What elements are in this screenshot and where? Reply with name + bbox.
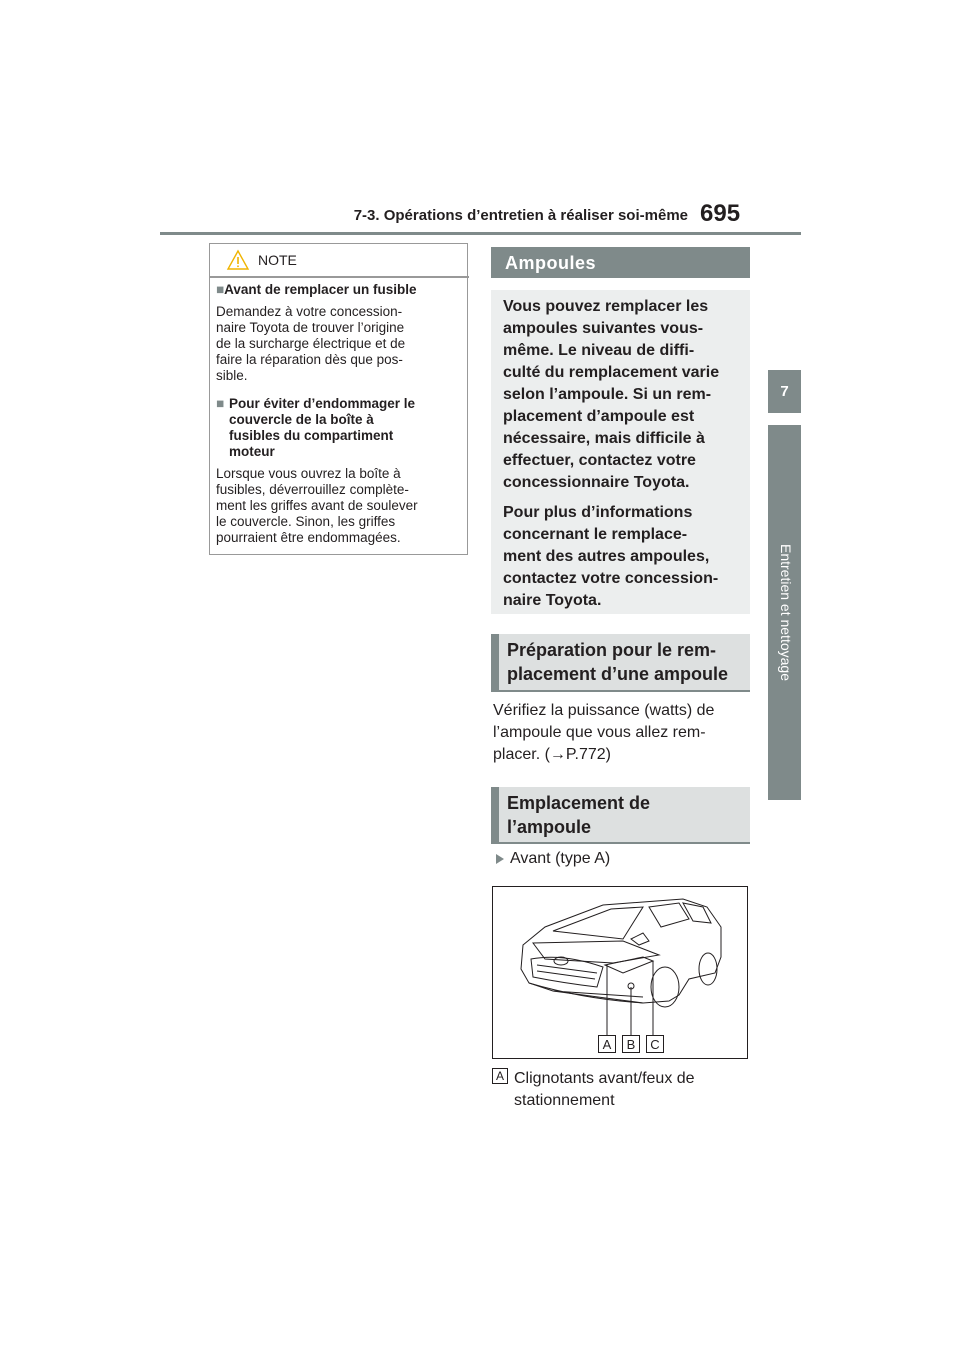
page-number: 695 [700,200,741,227]
emplacement-heading: Emplacement de l’ampoule [491,787,750,844]
callout-c: C [646,1035,664,1053]
warning-triangle-icon [226,249,250,271]
front-type-a-label: Avant (type A) [510,850,611,867]
square-bullet-icon: ■ [216,396,225,411]
intro-paragraph-1: Vous pouvez remplacer les ampoules suivantes vous- même. Le niveau de diffi- culté du remplacement varie selon l’ampoule. Si un rem- placement d’ampoule est nécessaire, mais difficile à effectuer, contactez votre concessionnaire Toyota. [503,298,720,491]
square-bullet-icon: ■ [216,282,225,297]
callout-a: A [598,1035,616,1053]
car-drawing [493,887,747,1058]
chapter-title: Entretien et nettoyage [778,543,794,681]
note-item-cover [216,396,466,546]
note-item-heading: ■Avant de remplacer un fusible [216,282,417,297]
note-item-heading: ■ Pour éviter d’endommager le couvercle de la boîte à fusibles du compartiment moteur [216,396,416,459]
note-box [209,243,468,555]
preparation-heading: Préparation pour le rem- placement d’une ampoule [491,634,750,692]
header-rule [160,232,801,235]
note-header [210,244,469,278]
legend-key-a: A [492,1068,508,1084]
chapter-number-tab: 7 [768,370,801,413]
ampoules-intro [491,290,750,614]
note-title: NOTE [258,252,297,268]
legend-text-a: Clignotants avant/feux de stationnement [514,1070,695,1109]
note-item-body: Lorsque vous ouvrez la boîte à fusibles, déverrouillez complète- ment les griffes avant de soulever le couvercle. Sinon, les griffes pourraient être endommagées. [216,466,418,545]
note-item-fuse [216,282,466,384]
callout-b: B [622,1035,640,1053]
intro-paragraph-2: Pour plus d’informations concernant le remplace- ment des autres ampoules, contactez votre concession- naire Toyota. [503,504,719,609]
triangle-bullet-icon [495,853,505,865]
ampoules-heading: Ampoules [491,247,750,278]
note-item-body: Demandez à votre concession- naire Toyota de trouver l’origine de la surcharge électrique et de faire la réparation dès que pos- sible. [216,304,406,383]
car-front-illustration [492,886,748,1059]
section-title: 7-3. Opérations d’entretien à réaliser soi-même [353,207,688,224]
preparation-body: Vérifiez la puissance (watts) de l’ampoule que vous allez rem- placer. (→P.772) [493,702,715,763]
